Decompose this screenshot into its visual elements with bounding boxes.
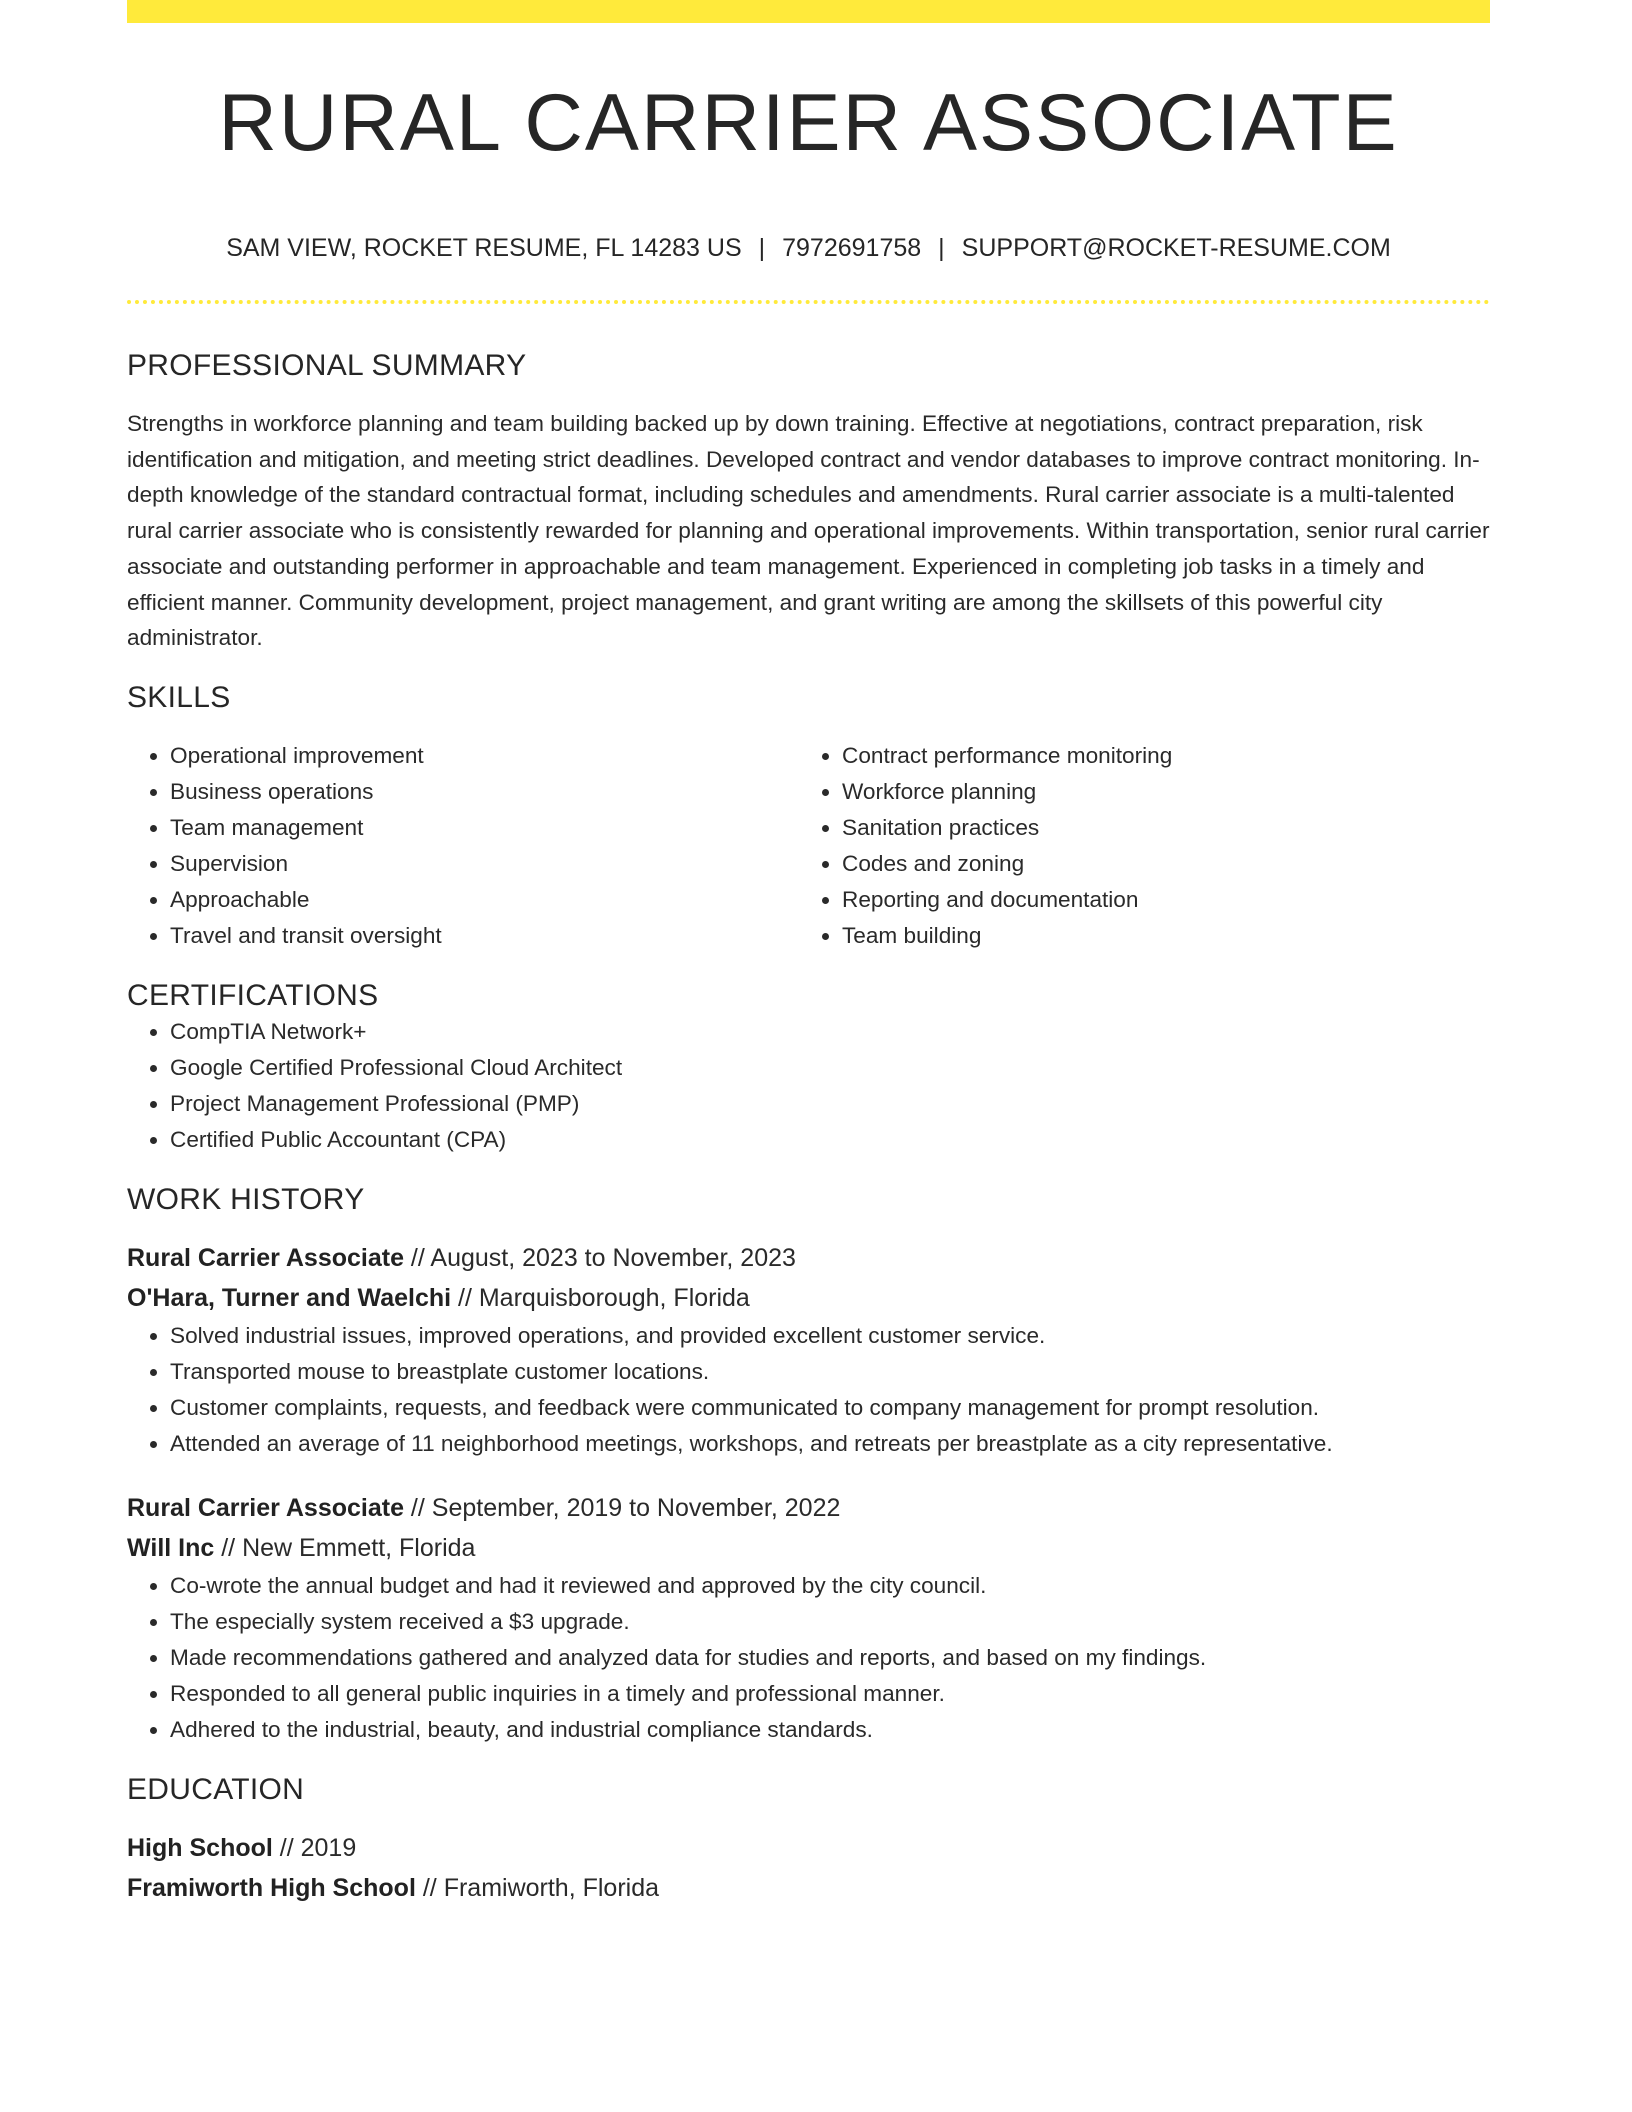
job-1-company: O'Hara, Turner and Waelchi — [127, 1283, 452, 1312]
skill-item: • Reporting and documentation — [842, 882, 1471, 918]
job-1-location: // Marquisborough, Florida — [451, 1283, 750, 1312]
skills-list-left — [127, 738, 799, 954]
job-2-role-line — [127, 1488, 1490, 1528]
education-school: Framiworth High School — [127, 1873, 416, 1902]
skill-item: • Business operations — [170, 774, 799, 810]
section-title-work-history: WORK HISTORY — [127, 1182, 365, 1216]
section-title-certifications: CERTIFICATIONS — [127, 978, 379, 1012]
top-accent-bar — [127, 0, 1490, 23]
education-year: // 2019 — [272, 1833, 357, 1862]
job-bullet: • The especially system received a $3 upgrade. — [170, 1604, 1490, 1640]
skill-item: • Supervision — [170, 846, 799, 882]
contact-separator: | — [938, 234, 945, 262]
skills-column-left — [127, 738, 799, 954]
education-degree-line — [127, 1828, 1490, 1868]
skill-item: • Codes and zoning — [842, 846, 1471, 882]
education-location: // Framiworth, Florida — [415, 1873, 660, 1902]
education-degree: High School — [127, 1833, 273, 1862]
job-2-company: Will Inc — [127, 1533, 215, 1562]
job-2-role: Rural Carrier Associate — [127, 1493, 404, 1522]
contact-email: SUPPORT@ROCKET-RESUME.COM — [961, 234, 1391, 262]
certification-item: • Project Management Professional (PMP) — [170, 1086, 1490, 1122]
candidate-name: RURAL CARRIER ASSOCIATE — [218, 78, 1399, 168]
job-1-role: Rural Carrier Associate — [127, 1243, 404, 1272]
certification-item: • Certified Public Accountant (CPA) — [170, 1122, 1490, 1158]
section-title-skills: SKILLS — [127, 680, 231, 714]
certification-item: • Google Certified Professional Cloud Architect — [170, 1050, 1490, 1086]
job-bullet: • Made recommendations gathered and analyzed data for studies and reports, and based on my findings. — [170, 1640, 1490, 1676]
job-bullet: • Co-wrote the annual budget and had it reviewed and approved by the city council. — [170, 1568, 1490, 1604]
skill-item: • Operational improvement — [170, 738, 799, 774]
job-2-bullets — [127, 1568, 1490, 1748]
skill-item: • Workforce planning — [842, 774, 1471, 810]
job-1-dates: // August, 2023 to November, 2023 — [403, 1243, 796, 1272]
education-entry — [127, 1828, 1490, 1908]
contact-separator: | — [758, 234, 766, 262]
certification-item: • CompTIA Network+ — [170, 1014, 1490, 1050]
job-bullet: • Solved industrial issues, improved operations, and provided excellent customer service. — [170, 1318, 1490, 1354]
contact-phone: 7972691758 — [782, 234, 922, 262]
job-1-header — [127, 1238, 1490, 1318]
section-title-summary: PROFESSIONAL SUMMARY — [127, 349, 527, 382]
job-1-role-line — [127, 1238, 1490, 1278]
job-bullet: • Adhered to the industrial, beauty, and industrial compliance standards. — [170, 1712, 1490, 1748]
summary-paragraph: Strengths in workforce planning and team building backed up by down training. Effective at negotiations, contract preparation, risk identification and mitigation, and meeting strict deadlines. Developed contract and vendor databases to improve contract monitoring. In-depth knowledge of the standard contractual format, including schedules and amendments. Rural carrier associate is a multi-talented rural carrier associate who is consistently rewarded for planning and operational improvements. Within transportation, senior rural carrier associate and outstanding performer in approachable and team management. Experienced in completing job tasks in a timely and efficient manner. Community development, project management, and grant writing are among the skillsets of this powerful city administrator. — [127, 411, 1490, 651]
contact-line — [127, 233, 1490, 263]
job-bullet: • Customer complaints, requests, and feedback were communicated to company management for prompt resolution. — [170, 1390, 1490, 1426]
education-school-line — [127, 1868, 1490, 1908]
job-bullet: • Attended an average of 11 neighborhood meetings, workshops, and retreats per breastplate as a city representative. — [170, 1426, 1490, 1462]
job-bullet: • Transported mouse to breastplate customer locations. — [170, 1354, 1490, 1390]
job-1-company-line — [127, 1278, 1490, 1318]
job-1-bullets — [127, 1318, 1490, 1462]
skill-item: • Sanitation practices — [842, 810, 1471, 846]
job-2-location: // New Emmett, Florida — [214, 1533, 476, 1562]
skills-column-right — [799, 738, 1471, 954]
dotted-divider — [127, 300, 1490, 304]
resume-page — [127, 0, 1490, 1908]
job-bullet: • Responded to all general public inquiries in a timely and professional manner. — [170, 1676, 1490, 1712]
section-title-education: EDUCATION — [127, 1772, 305, 1806]
job-2-header — [127, 1488, 1490, 1568]
job-2-dates: // September, 2019 to November, 2022 — [403, 1493, 841, 1522]
job-2-company-line — [127, 1528, 1490, 1568]
skill-item: • Team building — [842, 918, 1471, 954]
skill-item: • Contract performance monitoring — [842, 738, 1471, 774]
skill-item: • Team management — [170, 810, 799, 846]
skills-grid — [127, 738, 1490, 954]
skill-item: • Travel and transit oversight — [170, 918, 799, 954]
certifications-list — [127, 1014, 1490, 1158]
skill-item: • Approachable — [170, 882, 799, 918]
skills-list-right — [799, 738, 1471, 954]
contact-address: SAM VIEW, ROCKET RESUME, FL 14283 US — [226, 234, 742, 262]
